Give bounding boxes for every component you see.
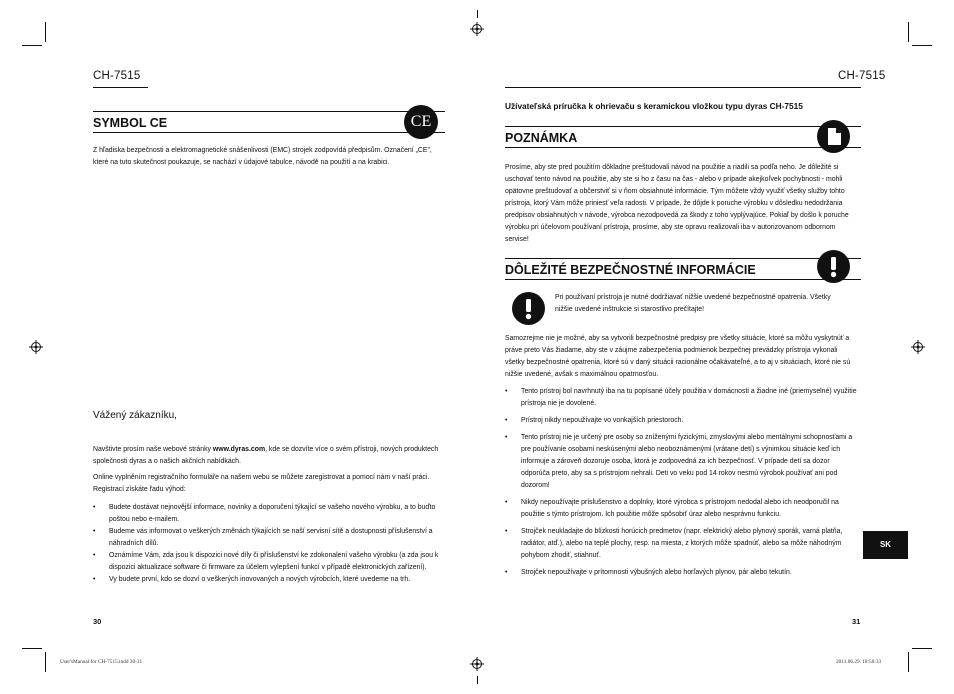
registration-mark-icon bbox=[470, 22, 484, 36]
ce-section-title: SYMBOL CE bbox=[93, 116, 168, 130]
exclamation-glyph bbox=[817, 250, 850, 283]
list-item: • Tento prístroj bol navrhnutý iba na tu popísané účely použitia v domácnosti a žiadne iné (priemyselné) využitie prístroja nie je dovolené. bbox=[505, 386, 857, 410]
page-number-right: 31 bbox=[852, 617, 861, 626]
ce-mark-icon bbox=[404, 105, 438, 139]
registration-mark-icon bbox=[911, 340, 925, 354]
ce-mark-text: CE bbox=[410, 113, 432, 130]
safety-intro-text: Samozrejme nie je možné, aby sa vytvorili bezpečnostné predpisy pre všetky situácie, ktoré sa môžu vyskytnúť a práve preto Vás žiadame, aby ste v záujme zabezpečenia podmienok bezpečnej prevádzky prístroja vykonali všetky bezpečnostné opatrenia, ktoré sú v daný situácii racionálne očakávateľné, a to aj v situáciach, ktoré nie sú nižšie uvedené, avšak s maximálnou opatrnosťou. bbox=[505, 335, 851, 378]
greeting: Vážený zákazníku, bbox=[93, 410, 177, 421]
list-item: • Nikdy nepoužívajte príslušenstvo a doplnky, ktoré výrobca s prístrojom nedodal alebo ich neodporučil na použitie s týmto prístrojom. Ich použitie môže spôsobiť úraz alebo nesprávnu funkciu. bbox=[505, 497, 857, 521]
model-underline bbox=[93, 87, 148, 88]
section-rule-top bbox=[505, 126, 861, 127]
manual-header: Užívateľská príručka k ohrievaču s keramickou vložkou typu dyras CH-7515 bbox=[505, 101, 803, 111]
register-paragraph bbox=[93, 472, 445, 496]
note-section-title: POZNÁMKA bbox=[505, 131, 578, 145]
list-item: • Budeme vás informovat o veškerých změnách týkajících se naší servisní sítě a dostupnosti příslušenství a náhradních dílů. bbox=[93, 526, 445, 550]
safety-list bbox=[505, 386, 857, 579]
page-number-left: 30 bbox=[93, 617, 102, 626]
note-icon bbox=[817, 120, 850, 153]
note-body-text: Prosíme, aby ste pred použitím dôkladne preštudovali návod na použitie a riadili sa podľa neho. Je dôležité si uschovať tento návod na použitie, aby ste si ho z času na čas - alebo v prípade akejkoľvek pochybnosti - mohli opätovne preštudovať a občerstviť si v ňom obsiahnuté informácie. Tým môžete vždy využiť všetky služby tohto prístroja, ktorý Vám môže priniesť veľa radosti. V prípade, že dôjde k poruche výrobku v dôsledku nedodržania predpisov obsiahnutých v návode, výrobca nezodpovedá za škody z toho vyplývajúce. Pokiaľ by došlo k poruche výrobku pri účelovom používaní prístroja, prosíme, aby ste opravu realizovali iba v autorizovanom odbornom servise! bbox=[505, 164, 849, 243]
safety-bullets-container bbox=[505, 386, 857, 579]
exclamation-icon bbox=[817, 250, 850, 283]
benefits-list bbox=[93, 502, 445, 586]
model-underline-right bbox=[505, 87, 861, 88]
section-rule-bottom bbox=[505, 147, 861, 148]
ce-section-body bbox=[93, 145, 445, 169]
list-item: • Tento prístroj nie je určený pre osoby so zníženými fyzickými, zmyslovými alebo mentálnymi schopnosťami a pre používanie osobami neskúsenými alebo neoboznámenými (vrátane detí) s výnimkou situácie keď ich informuje a zároveň dozoruje osoba, ktorá je zodpovedná za ich bezpečnosť. V prípade detí sa dozor odporúča preto, aby sa s prístrojom nehrali. Deti vo veku pod 14 rokov nesmú výrobok používať ani pod dozorom! bbox=[505, 432, 857, 492]
list-item: • Budete dostávat nejnovější informace, novinky a doporučení týkající se vašeho nového výrobku, a to buďto poštou nebo e-mailem. bbox=[93, 502, 445, 526]
footer-file-info: User'sManual for CH-7515.indd 30-31 bbox=[60, 659, 143, 665]
document-glyph bbox=[817, 120, 850, 153]
safety-section-title: DÔLEŽITÉ BEZPEČNOSTNÉ INFORMÁCIE bbox=[505, 263, 756, 277]
section-rule-top bbox=[93, 111, 445, 112]
warning-box bbox=[555, 292, 845, 316]
list-item: • Oznámíme Vám, zda jsou k dispozici nové díly či příslušenství ke zdokonalení vašeho výrobku (a zda jsou k dispozici aktualizace software či firmware za účelem vylepšení funkcí v případě elektronických zařízení). bbox=[93, 550, 445, 574]
list-item: • Prístroj nikdy nepoužívajte vo vonkajších priestoroch. bbox=[505, 415, 857, 427]
section-rule-bottom bbox=[93, 132, 445, 133]
registration-mark-icon bbox=[29, 340, 43, 354]
list-item: • Vy budete první, kdo se dozví o veškerých inovovaných a nových výrobcích, které uvedeme na trh. bbox=[93, 574, 445, 586]
note-body bbox=[505, 162, 857, 246]
model-code-right: CH-7515 bbox=[838, 70, 886, 82]
section-rule-bottom bbox=[505, 279, 861, 280]
section-rule-top bbox=[505, 258, 861, 259]
benefits-list-container bbox=[93, 502, 445, 586]
intro-text-after: , kde se dozvíte více o svém přístroji, nových produktech společnosti dyras a o našich akčních nabídkách. bbox=[93, 446, 439, 465]
ce-body-text: Z hľadiska bezpečnosti a elektromagnetické snášenlivosti (EMC) strojek zodpovídá předpisům. Označení „CE", které na tuto skutečnost poukazuje, se nachází v údajové tabulce, návodě na použití a na krabici. bbox=[93, 147, 432, 166]
register-text: Online vyplněním registračního formuláře na našem webu se můžete zaregistrovat a pomocí nám v naší práci. Registrací získáte řadu výhod: bbox=[93, 474, 430, 493]
language-tab-label: SK bbox=[879, 540, 892, 549]
language-tab bbox=[863, 531, 908, 559]
safety-intro bbox=[505, 333, 857, 381]
list-item: • Strojček neukladajte do blízkosti horúcich predmetov (napr. elektrický alebo plynový sporák, varná platňa, radiátor, atď.), alebo na teplé plochy, resp. na miesta, z ktorých môže spadnúť, alebo sa môže náhodným pohybom zhodiť, stiahnuť. bbox=[505, 526, 857, 562]
website-link[interactable]: www.dyras.com bbox=[212, 446, 266, 453]
registration-mark-icon bbox=[470, 657, 484, 671]
intro-paragraph bbox=[93, 444, 445, 468]
warning-text: Pri používaní prístroja je nutné dodržiavať nižšie uvedené bezpečnostné opatrenia. Všetky nižšie uvedené inštrukcie si starostlivo prečítajte! bbox=[555, 294, 831, 313]
list-item: • Strojček nepoužívajte v prítomnosti výbušných alebo horľavých plynov, pár alebo tekutín. bbox=[505, 567, 857, 579]
warning-icon bbox=[512, 292, 545, 325]
intro-text-before: Navštivte prosím naše webové stránky bbox=[93, 446, 213, 453]
model-code: CH-7515 bbox=[93, 70, 141, 82]
exclamation-glyph bbox=[512, 292, 545, 325]
footer-timestamp: 2011.06.29. 18:50:33 bbox=[836, 659, 882, 665]
